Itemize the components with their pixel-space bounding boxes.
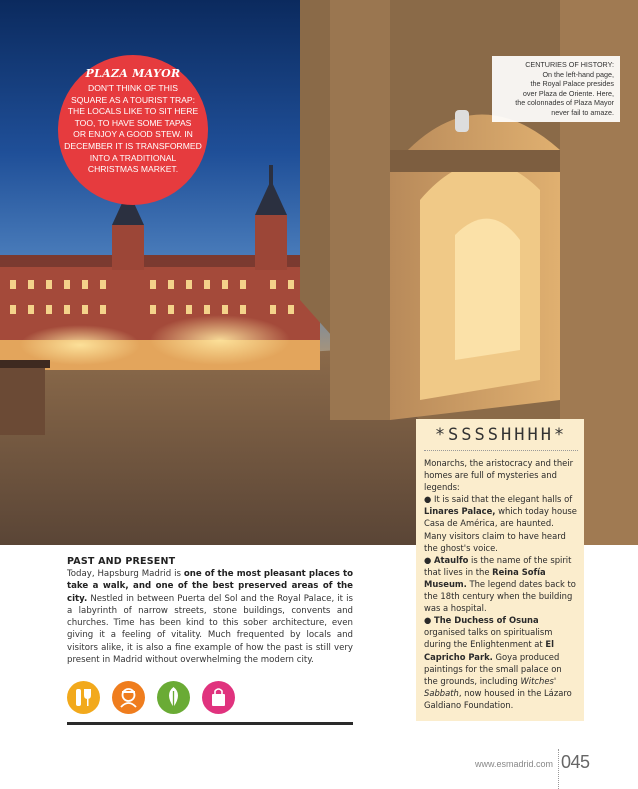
sidebar-intro: Monarchs, the aristocracy and their homes are full of mysteries and legends: — [424, 458, 574, 493]
sidebar-item-ataulfo: ● Ataulfo is the name of the spirit that lives in the Reina Sofía Museum. The legend dates back to the 18th century when the building was a hospital. — [424, 554, 576, 614]
badge-line: DECEMBER IT IS TRANSFORMED — [64, 140, 202, 151]
article-rule — [67, 722, 353, 725]
footer-url: www.esmadrid.com — [474, 759, 553, 769]
badge-line: INTO A TRADITIONAL — [89, 152, 177, 163]
badge-line: THE LOCALS LIKE TO SIT HERE — [67, 106, 199, 117]
caption-line: the Royal Palace presides — [530, 79, 614, 89]
badge-line: CHRISTMAS MARKET. — [87, 164, 179, 175]
photo-caption — [492, 56, 620, 122]
people-icon — [112, 681, 145, 714]
badge-text — [62, 83, 204, 176]
shopping-icon — [202, 681, 235, 714]
article-body: Today, Hapsburg Madrid is one of the most pleasant places to take a walk, and one of the best preserved areas of the city. Nestled in between Puerta del Sol and the Royal Palace, it is a labyrinth of narrow streets, stone buildings, convents and churches. Time has been kind to this sober architecture, even giving it a feeling of vitality. Much frequented by locals and visitors alike, it is also a fine example of how the past is still very present in Madrid without overwhelming the modern city. — [67, 569, 353, 666]
badge-title: PLAZA MAYOR — [85, 67, 181, 80]
footer-divider — [558, 749, 560, 789]
legends-sidebar — [416, 419, 584, 721]
sidebar-item-osuna: ● The Duchess of Osuna organised talks on spiritualism during the Enlightenment at El Capricho Park. Goya produced paintings for the small palace on the grounds, including Witches' Sabbath, now housed in the Lázaro Galdiano Foundation. — [424, 615, 572, 710]
category-icons — [67, 681, 237, 717]
article-heading: PAST AND PRESENT — [67, 556, 176, 567]
badge-line: SQUARE AS A TOURIST TRAP: — [70, 94, 196, 105]
nature-icon — [157, 681, 190, 714]
caption-line: over Plaza de Oriente. Here, — [522, 88, 614, 98]
article — [67, 556, 353, 666]
food-drink-icon — [67, 681, 100, 714]
caption-line: never fail to amaze. — [551, 107, 614, 117]
plaza-mayor-badge — [58, 55, 208, 205]
caption-line: On the left-hand page, — [542, 69, 614, 79]
badge-line: OR ENJOY A GOOD STEW. IN — [73, 129, 193, 140]
sidebar-body — [424, 457, 578, 711]
badge-line: TOO, TO HAVE SOME TAPAS — [74, 117, 192, 128]
sidebar-item-linares: ● It is said that the elegant halls of Linares Palace, which today house Casa de América, are haunted. Many visitors claim to have heard the ghost's voice. — [424, 494, 577, 553]
page-number: 045 — [561, 752, 590, 772]
caption-line: CENTURIES OF HISTORY: — [525, 60, 614, 69]
sidebar-heading: *SSSSHHHH* — [424, 425, 578, 451]
caption-line: the colonnades of Plaza Mayor — [515, 98, 614, 108]
badge-line: DON'T THINK OF THIS — [88, 83, 178, 93]
